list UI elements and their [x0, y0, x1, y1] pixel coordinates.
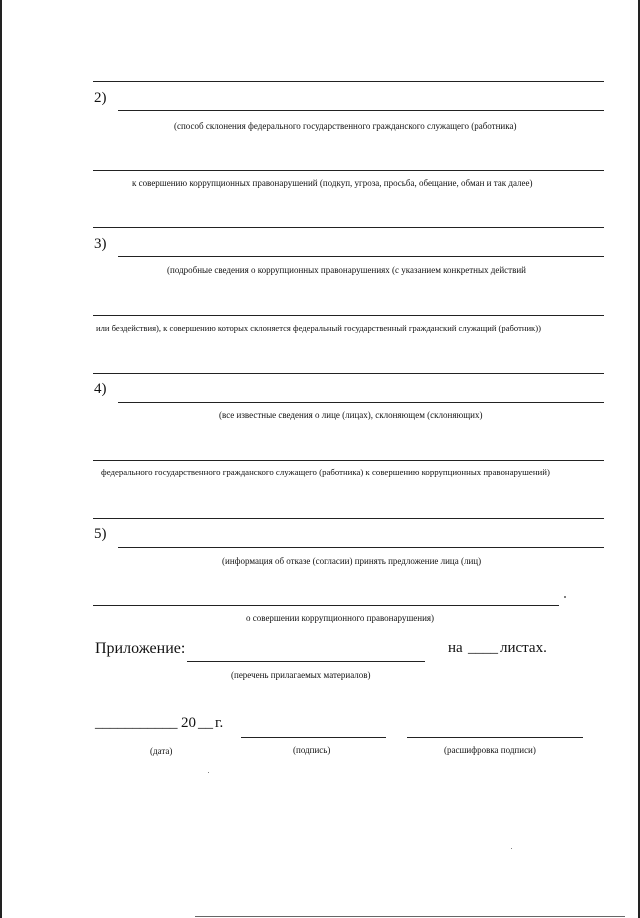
item-5-caption-2: о совершении коррупционного правонарушения) — [246, 613, 435, 623]
item-5-field-line-2[interactable] — [93, 605, 559, 606]
item-3-caption-2: или бездействия), к совершению которых склоняется федеральный государственный гражданский служащий (работник)) — [96, 323, 541, 333]
item-4-caption-2: федерального государственного гражданского служащего (работника) к совершению коррупционных правонарушений) — [101, 467, 550, 477]
scan-speck — [208, 772, 209, 773]
item-2-number: 2) — [94, 90, 107, 106]
attachment-on-label: на — [448, 640, 463, 656]
attachment-sheets-label: листах. — [500, 640, 547, 656]
item-4-field-line[interactable] — [118, 402, 604, 403]
item-2-field-line[interactable] — [118, 110, 604, 111]
scan-speck — [564, 596, 566, 598]
attachment-field-line[interactable] — [187, 661, 425, 662]
item-4-number: 4) — [94, 381, 107, 397]
top-line — [93, 81, 604, 82]
decode-caption: (расшифровка подписи) — [444, 745, 536, 755]
item-4-field-line-2[interactable] — [93, 460, 604, 461]
scan-speck — [511, 848, 512, 849]
item-4-field-line-3[interactable] — [93, 518, 604, 519]
scan-edge-left — [0, 0, 2, 918]
attachment-sheets-blank[interactable]: ____ — [468, 640, 498, 656]
item-2-field-line-2[interactable] — [93, 170, 604, 171]
year-prefix: 20 — [181, 715, 196, 731]
item-3-field-line[interactable] — [118, 256, 604, 257]
item-3-number: 3) — [94, 236, 107, 252]
decode-line[interactable] — [407, 737, 583, 738]
item-5-caption-1: (информация об отказе (согласии) принять предложение лица (лиц) — [222, 556, 482, 566]
date-caption: (дата) — [150, 746, 173, 756]
attachment-caption: (перечень прилагаемых материалов) — [231, 670, 371, 680]
item-4-caption-1: (все известные сведения о лице (лицах), склоняющем (склоняющих) — [219, 410, 483, 420]
scan-edge-bottom — [195, 916, 625, 917]
item-2-caption-1: (способ склонения федерального государственного гражданского служащего (работника) — [174, 121, 517, 131]
signature-line[interactable] — [241, 737, 386, 738]
item-5-number: 5) — [94, 526, 107, 542]
attachment-label: Приложение: — [95, 640, 186, 657]
item-2-caption-2: к совершению коррупционных правонарушений (подкуп, угроза, просьба, обещание, обман и так далее) — [132, 178, 533, 188]
year-suffix: г. — [215, 715, 224, 731]
item-3-caption-1: (подробные сведения о коррупционных правонарушениях (с указанием конкретных действий — [167, 265, 526, 275]
item-3-field-line-3[interactable] — [93, 373, 604, 374]
item-2-field-line-3[interactable] — [93, 227, 604, 228]
date-blank[interactable]: ___________ — [95, 715, 178, 731]
item-5-field-line[interactable] — [118, 547, 604, 548]
year-blank[interactable]: __ — [198, 715, 213, 731]
item-3-field-line-2[interactable] — [93, 315, 604, 316]
signature-caption: (подпись) — [293, 745, 331, 755]
